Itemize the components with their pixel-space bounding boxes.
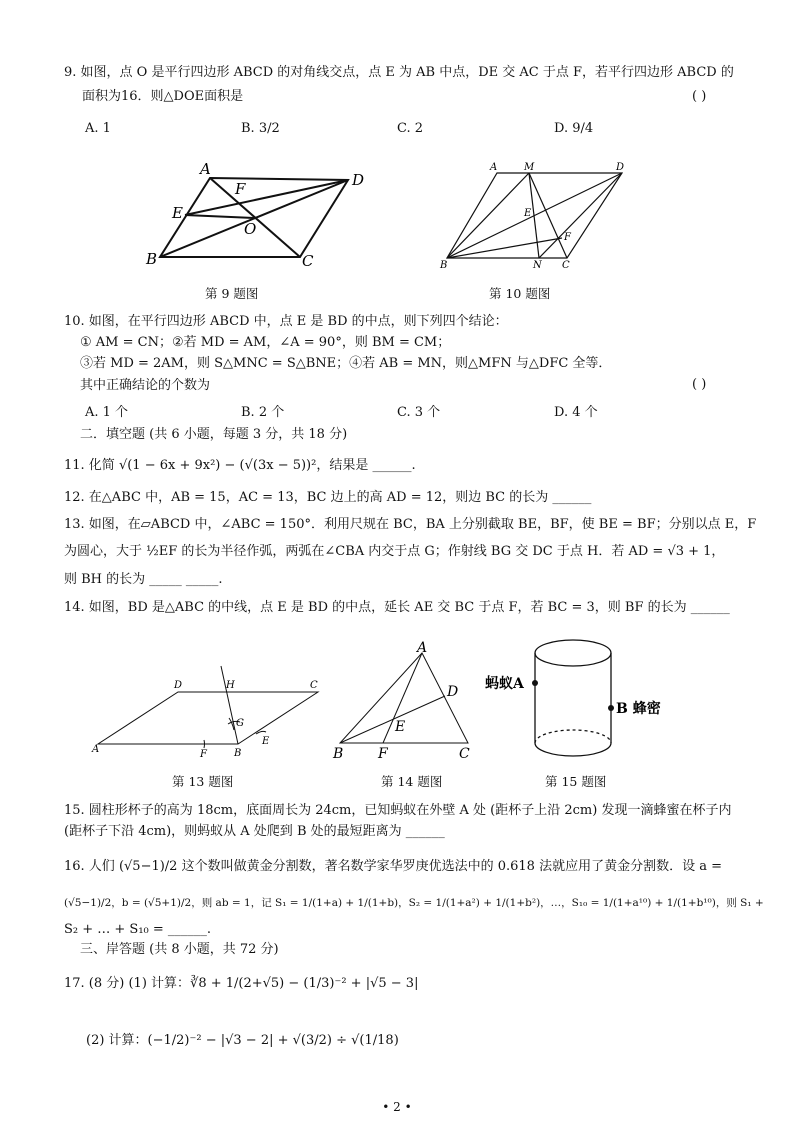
- fig14-label-f: F: [378, 746, 388, 762]
- fig13-parallelogram: [98, 692, 318, 744]
- fig14-caption: 第 14 题图: [381, 774, 443, 789]
- q9-option-b: B. 3/2: [241, 121, 280, 136]
- q17-part2: (2) 计算：(−1/2)⁻² − |√3 − 2| + √(3/2) ÷ √(1/18): [86, 1033, 399, 1048]
- fig10-label-a: A: [490, 162, 498, 173]
- figure-13: [88, 660, 333, 760]
- q10-option-d: D. 4 个: [554, 405, 598, 420]
- fig14-label-d: D: [447, 684, 459, 700]
- q17-part1: 17. (8 分) (1) 计算：∛8 + 1/(2+√5) − (1/3)⁻² + |√5 − 3|: [64, 976, 419, 991]
- fig10-label-m: M: [524, 162, 535, 173]
- q10-line2: ① AM = CN；②若 MD = AM，∠A = 90°，则 BM = CM；: [80, 335, 451, 350]
- fig13-label-g: G: [236, 718, 244, 729]
- fig13-ray-bg: [221, 666, 238, 744]
- fig9-segment-eo: [185, 215, 254, 218]
- q13-line2: 为圆心，大于 ½EF 的长为半径作弧，两弧在∠CBA 内交于点 G；作射线 BG 交 DC 于点 H．若 AD = √3 + 1，: [64, 544, 725, 559]
- fig10-label-e: E: [524, 208, 532, 219]
- q9-option-c: C. 2: [397, 121, 424, 136]
- fig13-arc-f: [204, 740, 205, 748]
- fig15-honey-label: B 蜂密: [616, 701, 661, 717]
- fig14-label-e: E: [395, 719, 406, 735]
- q14: 14. 如图，BD 是△ABC 的中线，点 E 是 BD 的中点，延长 AE 交 BC 于点 F，若 BC = 3，则 BF 的长为 ______: [64, 600, 730, 615]
- q9-option-a: A. 1: [85, 121, 111, 136]
- fig13-label-h: H: [226, 680, 235, 691]
- fig14-label-b: B: [333, 746, 344, 762]
- q13-line1: 13. 如图，在▱ABCD 中，∠ABC = 150°．利用尺规在 BC，BA 上分别截取 BE，BF，使 BE = BF；分别以点 E，F: [64, 517, 757, 532]
- q13-line3: 则 BH 的长为 _____ _____.: [64, 572, 223, 587]
- fig10-segment-bm: [447, 173, 529, 258]
- fig15-bottom-front: [535, 743, 611, 756]
- fig9-label-f: F: [235, 180, 246, 198]
- fig10-label-d: D: [616, 162, 625, 173]
- q15-line1: 15. 圆柱形杯子的高为 18cm，底面周长为 24cm，已知蚂蚁在外壁 A 处 (距杯子上沿 2cm) 发现一滴蜂蜜在杯子内: [64, 803, 732, 818]
- page-number: • 2 •: [382, 1100, 412, 1114]
- fig15-point-b: [608, 705, 614, 711]
- fig15-point-a: [532, 680, 538, 686]
- q10-line1: 10. 如图，在平行四边形 ABCD 中，点 E 是 BD 的中点，则下列四个结论：: [64, 314, 508, 329]
- figure-15: [485, 633, 695, 763]
- fig9-diagonal-bd: [160, 180, 348, 257]
- q10-option-a: A. 1 个: [85, 405, 129, 420]
- fig15-caption: 第 15 题图: [545, 774, 607, 789]
- q15-line2: (距杯子下沿 4cm)，则蚂蚁从 A 处爬到 B 处的最短距离为 ______: [64, 824, 445, 839]
- q12: 12. 在△ABC 中，AB = 15，AC = 13，BC 边上的高 AD = 12，则边 BC 的长为 ______: [64, 490, 592, 505]
- fig14-median-bd: [340, 696, 445, 743]
- figure-14: [325, 638, 485, 763]
- fig14-label-c: C: [459, 746, 470, 762]
- fig10-segment-nd: [539, 173, 622, 258]
- q11: 11. 化简 √(1 − 6x + 9x²) − (√(3x − 5))²，结果是 ______.: [64, 458, 416, 473]
- fig9-label-d: D: [352, 171, 365, 189]
- fig13-label-a: A: [92, 744, 100, 755]
- figure-10: [432, 158, 632, 276]
- section-3-heading: 三、岸答题 (共 8 小题，共 72 分): [80, 942, 279, 957]
- q16-line3: S₂ + … + S₁₀ = ______.: [64, 922, 212, 937]
- fig14-label-a: A: [417, 640, 428, 656]
- fig13-label-f: F: [200, 749, 207, 760]
- q10-line3: ③若 MD = 2AM，则 S△MNC = S△BNE；④若 AB = MN，则△MFN 与△DFC 全等．: [80, 356, 612, 371]
- q16-line1: 16. 人们 (√5−1)/2 这个数叫做黄金分割数，著名数学家华罗庚优选法中的 0.618 法就应用了黄金分割数．设 a =: [64, 859, 722, 874]
- fig10-label-c: C: [562, 260, 570, 271]
- fig15-top-ellipse: [535, 640, 611, 666]
- q9-option-d: D. 9/4: [554, 121, 594, 136]
- fig13-label-b: B: [234, 748, 242, 759]
- fig10-label-f: F: [564, 232, 571, 243]
- section-2-heading: 二．填空题 (共 6 小题，每题 3 分，共 18 分): [80, 427, 348, 442]
- fig9-label-a: A: [200, 160, 211, 178]
- fig10-label-b: B: [440, 260, 448, 271]
- fig10-label-n: N: [533, 260, 542, 271]
- fig13-label-d: D: [174, 680, 183, 691]
- fig10-caption: 第 10 题图: [489, 286, 551, 301]
- q10-option-b: B. 2 个: [241, 405, 285, 420]
- q9-line1: 9. 如图，点 O 是平行四边形 ABCD 的对角线交点，点 E 为 AB 中点，DE 交 AC 于点 F，若平行四边形 ABCD 的: [64, 65, 734, 80]
- fig13-label-c: C: [310, 680, 318, 691]
- q10-answer-paren: ( ): [692, 377, 707, 392]
- fig9-label-o: O: [244, 220, 257, 238]
- fig9-label-c: C: [302, 252, 314, 270]
- fig15-ant-label: 蚂蚁A: [485, 676, 524, 692]
- q10-option-c: C. 3 个: [397, 405, 441, 420]
- q10-line4: 其中正确结论的个数为: [80, 378, 211, 393]
- q9-line2: 面积为16．则△DOE面积是: [82, 89, 244, 104]
- fig13-label-e: E: [262, 736, 270, 747]
- fig9-label-b: B: [146, 250, 158, 268]
- fig13-caption: 第 13 题图: [172, 774, 234, 789]
- figure-9: [140, 160, 380, 275]
- q16-line2: (√5−1)/2，b = (√5+1)/2，则 ab = 1，记 S₁ = 1/(1+a) + 1/(1+b)，S₂ = 1/(1+a²) + 1/(1+b²)，…，S₁₀ = 1/(1+a¹⁰) + 1/(1+b¹⁰)，则 S₁ +: [64, 897, 764, 909]
- fig9-segment-de: [185, 180, 348, 215]
- fig9-label-e: E: [172, 204, 183, 222]
- fig15-bottom-back: [535, 730, 611, 743]
- fig10-segment-bf: [447, 238, 562, 258]
- q9-answer-paren: ( ): [692, 89, 707, 104]
- fig9-caption: 第 9 题图: [205, 286, 259, 301]
